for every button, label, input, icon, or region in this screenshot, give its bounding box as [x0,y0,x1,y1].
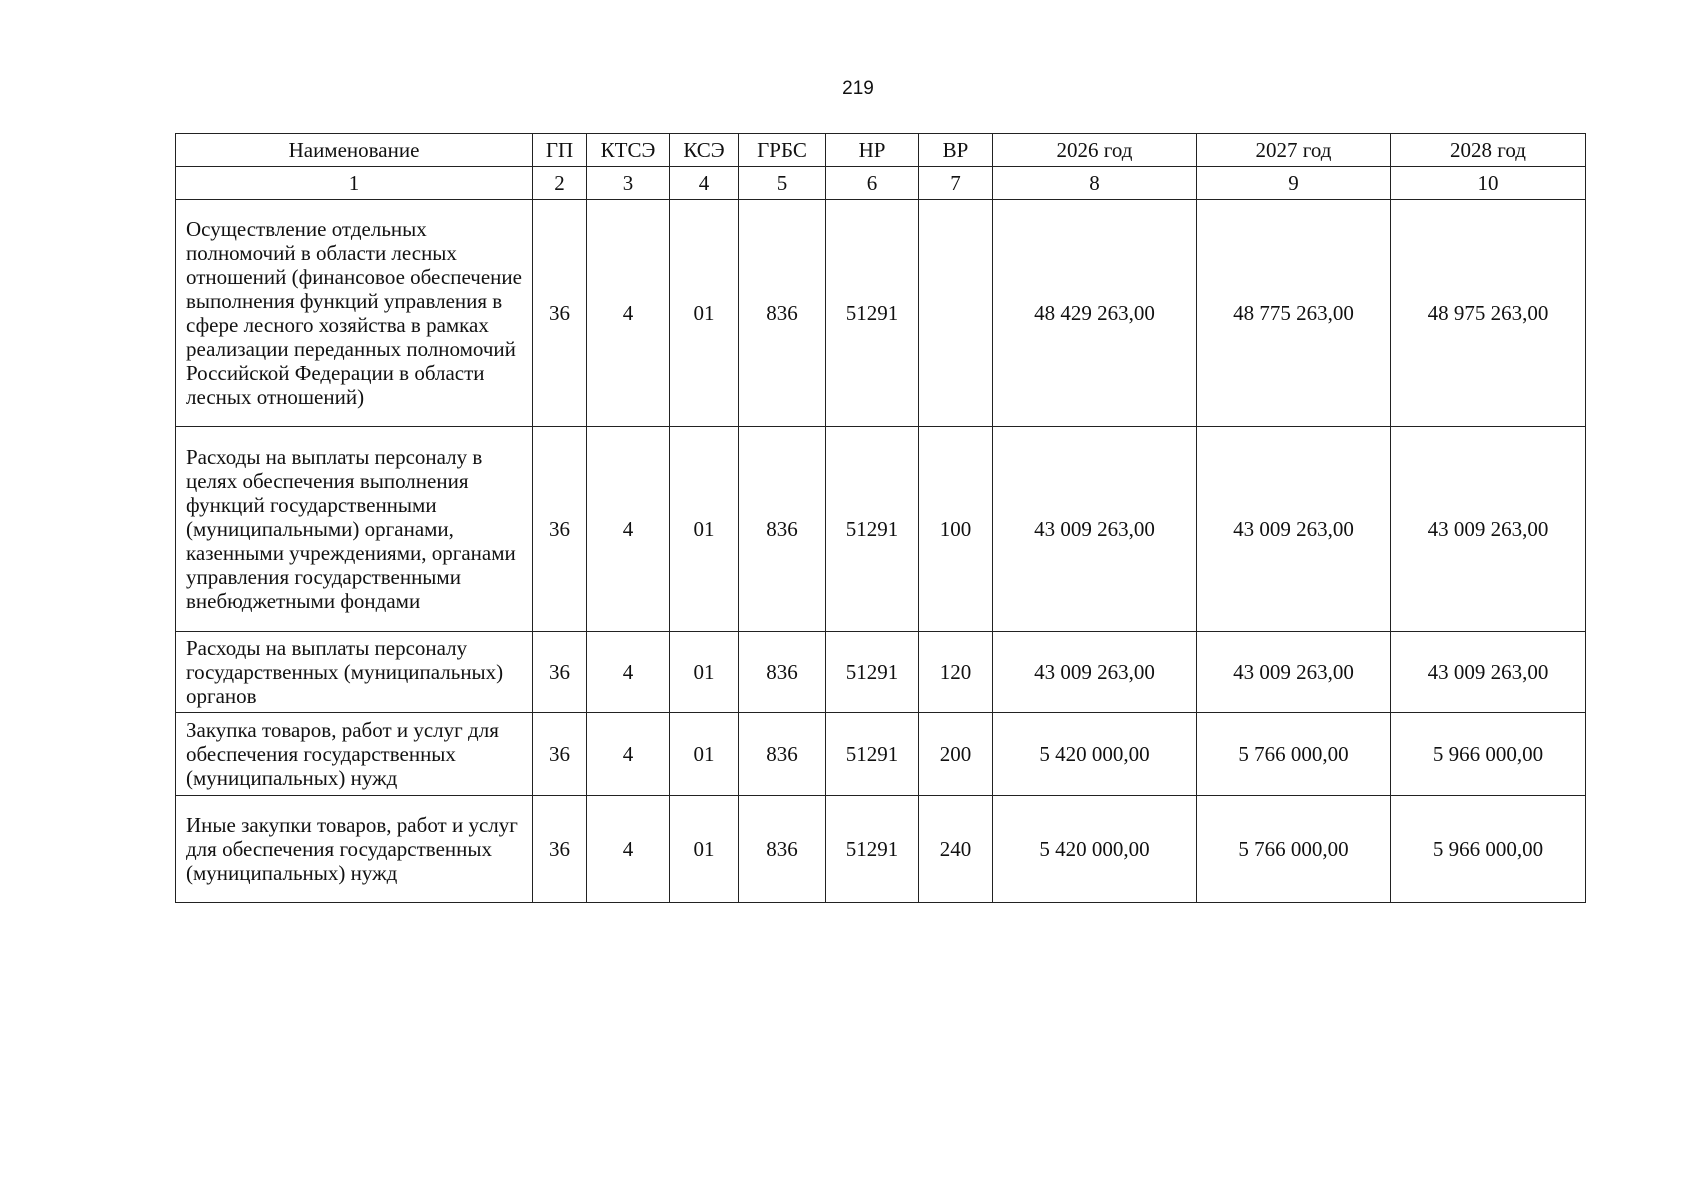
cell-gp: 36 [533,632,587,713]
header-2026: 2026 год [993,134,1197,167]
cell-ktse: 4 [587,200,670,427]
cell-2026: 5 420 000,00 [993,796,1197,903]
column-number: 7 [919,167,993,200]
row-name: Закупка товаров, работ и услуг для обеспечения государственных (муниципальных) нужд [176,713,533,796]
cell-gp: 36 [533,713,587,796]
column-number: 6 [826,167,919,200]
cell-kse: 01 [670,427,739,632]
table-row [176,200,1586,427]
cell-2027: 43 009 263,00 [1197,427,1391,632]
cell-2028: 48 975 263,00 [1391,200,1586,427]
column-number: 9 [1197,167,1391,200]
cell-kse: 01 [670,632,739,713]
cell-2026: 48 429 263,00 [993,200,1197,427]
table-row [176,427,1586,632]
column-number: 8 [993,167,1197,200]
cell-2028: 43 009 263,00 [1391,632,1586,713]
cell-vr: 240 [919,796,993,903]
column-number-row [176,167,1586,200]
cell-nr: 51291 [826,427,919,632]
column-number: 2 [533,167,587,200]
cell-nr: 51291 [826,200,919,427]
cell-ktse: 4 [587,427,670,632]
cell-2028: 43 009 263,00 [1391,427,1586,632]
cell-2028: 5 966 000,00 [1391,796,1586,903]
header-gp: ГП [533,134,587,167]
cell-gp: 36 [533,427,587,632]
cell-ktse: 4 [587,632,670,713]
page-number: 219 [842,78,874,99]
column-number: 10 [1391,167,1586,200]
cell-2026: 5 420 000,00 [993,713,1197,796]
row-name: Расходы на выплаты персоналу государственных (муниципальных) органов [176,632,533,713]
cell-vr [919,200,993,427]
header-vr: ВР [919,134,993,167]
cell-grbs: 836 [739,713,826,796]
header-2028: 2028 год [1391,134,1586,167]
cell-2026: 43 009 263,00 [993,427,1197,632]
cell-ktse: 4 [587,796,670,903]
cell-vr: 120 [919,632,993,713]
table-row [176,796,1586,903]
cell-kse: 01 [670,796,739,903]
cell-grbs: 836 [739,200,826,427]
cell-vr: 200 [919,713,993,796]
budget-table [175,133,1586,903]
column-number: 1 [176,167,533,200]
table-row [176,713,1586,796]
cell-2027: 43 009 263,00 [1197,632,1391,713]
header-kse: КСЭ [670,134,739,167]
cell-ktse: 4 [587,713,670,796]
row-name: Расходы на выплаты персоналу в целях обеспечения выполнения функций государственными (муниципальными) органами, казенными учреждениями, органами управления государственными внебюджетными фондами [176,427,533,632]
header-grbs: ГРБС [739,134,826,167]
column-number: 4 [670,167,739,200]
cell-grbs: 836 [739,632,826,713]
cell-grbs: 836 [739,796,826,903]
header-name: Наименование [176,134,533,167]
table-row [176,632,1586,713]
cell-nr: 51291 [826,713,919,796]
header-nr: НР [826,134,919,167]
cell-gp: 36 [533,200,587,427]
column-number: 5 [739,167,826,200]
row-name: Иные закупки товаров, работ и услуг для обеспечения государственных (муниципальных) нужд [176,796,533,903]
cell-2027: 48 775 263,00 [1197,200,1391,427]
cell-gp: 36 [533,796,587,903]
column-number: 3 [587,167,670,200]
cell-kse: 01 [670,200,739,427]
cell-nr: 51291 [826,796,919,903]
table-header [176,134,1586,200]
header-row [176,134,1586,167]
row-name: Осуществление отдельных полномочий в области лесных отношений (финансовое обеспечение выполнения функций управления в сфере лесного хозяйства в рамках реализации переданных полномочий Российской Федерации в области лесных отношений) [176,200,533,427]
header-2027: 2027 год [1197,134,1391,167]
cell-nr: 51291 [826,632,919,713]
cell-kse: 01 [670,713,739,796]
cell-2027: 5 766 000,00 [1197,713,1391,796]
header-ktse: КТСЭ [587,134,670,167]
cell-vr: 100 [919,427,993,632]
cell-grbs: 836 [739,427,826,632]
cell-2028: 5 966 000,00 [1391,713,1586,796]
cell-2026: 43 009 263,00 [993,632,1197,713]
cell-2027: 5 766 000,00 [1197,796,1391,903]
table-body [176,200,1586,903]
